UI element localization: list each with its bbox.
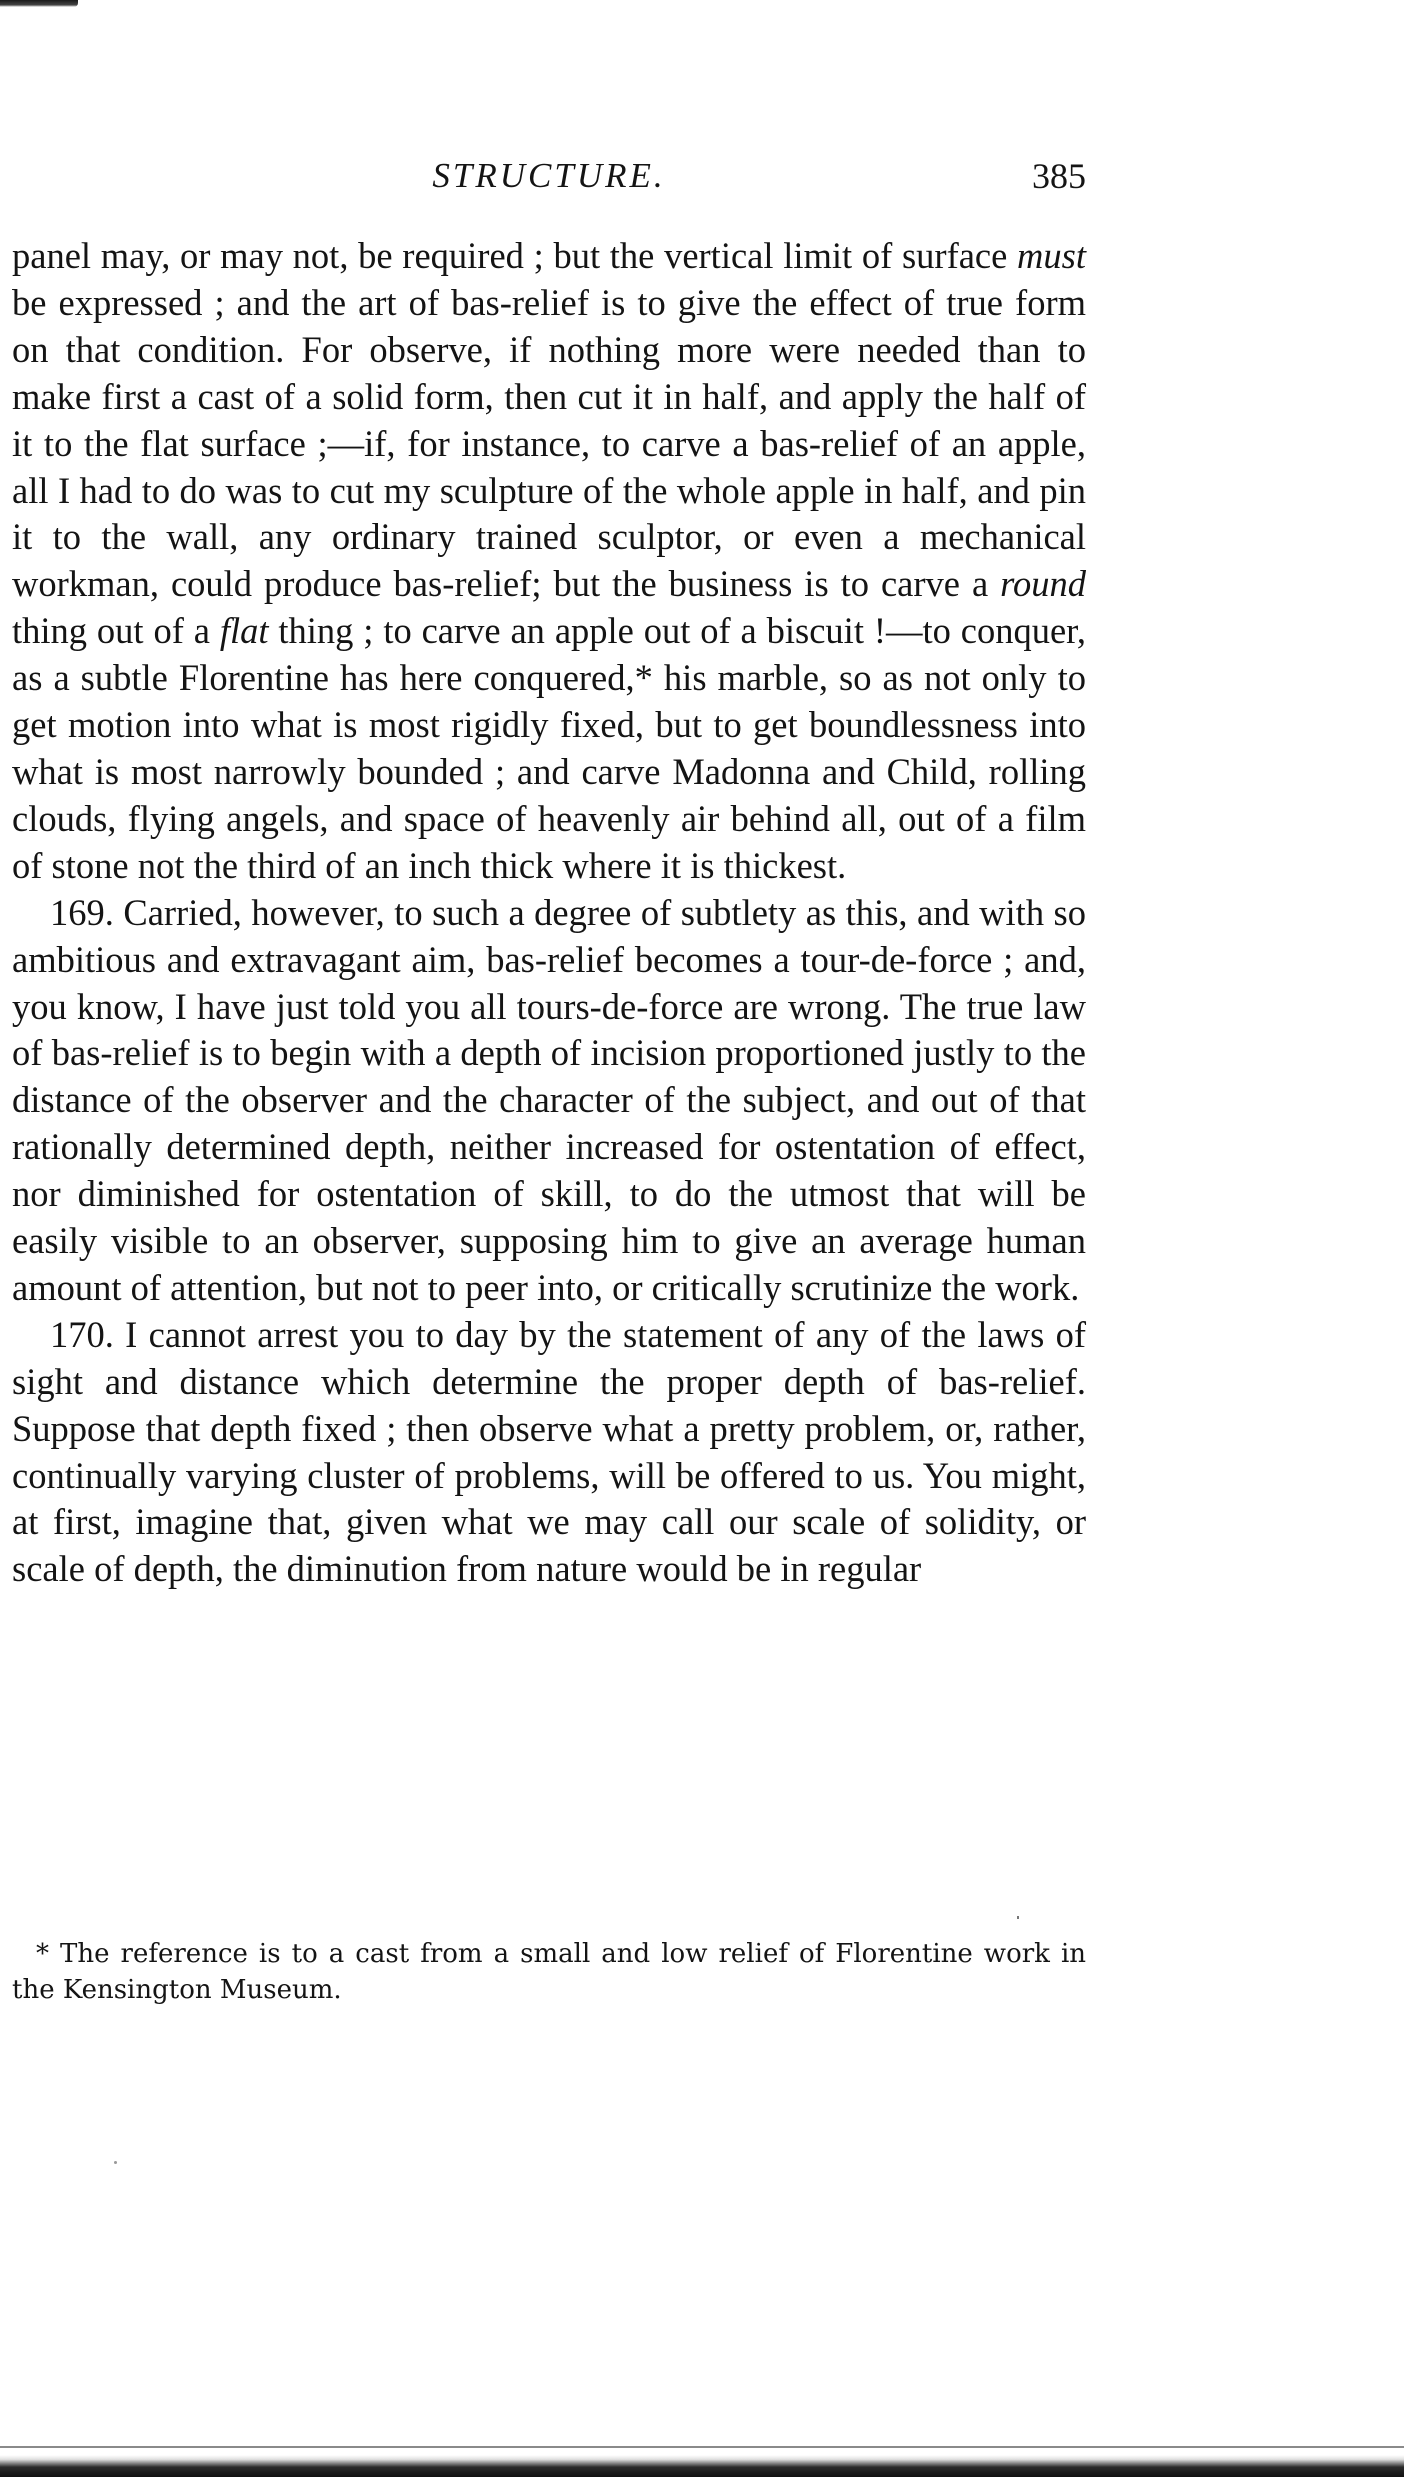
emphasis-must: must [1017, 235, 1086, 276]
scan-edge-mark [0, 0, 78, 7]
running-header [12, 150, 1086, 202]
emphasis-flat: flat [219, 610, 269, 652]
page-number: 385 [1032, 156, 1086, 196]
paragraph-169: 169. Carried, however, to such a degree of subtlety as this, and with so ambitious and extravagant aim, bas-relief becomes a tour-de-force ; and, you know, I have just told you all tours-de-force are wrong. The true law of bas-relief is to begin with a depth of incision proportioned justly to the distance of the observer and the character of the subject, and out of that rationally determined depth, neither increased for ostentation of effect, nor diminished for ostentation of skill, to do the utmost that will be easily visible to an observer, supposing him to give an average human amount of attention, but not to peer into, or critically scrutinize the work. [12, 891, 1086, 1308]
scan-speck [114, 2161, 117, 2164]
running-title: STRUCTURE. [432, 156, 666, 195]
scan-bottom-line [0, 2446, 1404, 2448]
footnote-mark [1017, 1916, 1019, 1919]
emphasis-round: round [1000, 563, 1086, 605]
scan-bottom-edge [0, 2455, 1404, 2477]
paragraph-continuation: panel may, or may not, be required ; but the vertical limit of surface must be expressed ; and the art of bas-relief is to give the effect of true form on that condition. For observe, if nothing more were needed than to make first a cast of a solid form, then cut it in half, and apply the half of it to the flat surface ;—if, for instance, to carve a bas-relief of an apple, all I had to do was to cut my sculpture of the whole apple in half, and pin it to the wall, any ordinary trained sculptor, or even a mechanical workman, could produce bas-relief; but the business is to carve a round thing out of a flat thing ; to carve an apple out of a biscuit !—to conquer, as a subtle Florentine has here conquered,* his marble, so as not only to get motion into what is most rigidly fixed, but to get boundlessness into what is most narrowly bounded ; and carve Madonna and Child, rolling clouds, flying angels, and space of heavenly air behind all, out of a film of stone not the third of an inch thick where it is thickest. [12, 235, 1086, 886]
footnote [12, 1936, 1086, 2008]
body-text [12, 233, 1086, 1593]
footnote-text: * The reference is to a cast from a small and low relief of Florentine work in the Kensington Museum. [12, 1939, 1086, 2005]
paragraph-170: 170. I cannot arrest you to day by the statement of any of the laws of sight and distance which determine the proper depth of bas-relief. Suppose that depth fixed ; then observe what a pretty problem, or, rather, continually varying cluster of problems, will be offered to us. You might, at first, imagine that, given what we may call our scale of solidity, or scale of depth, the diminution from nature would be in regular [12, 1313, 1086, 1590]
